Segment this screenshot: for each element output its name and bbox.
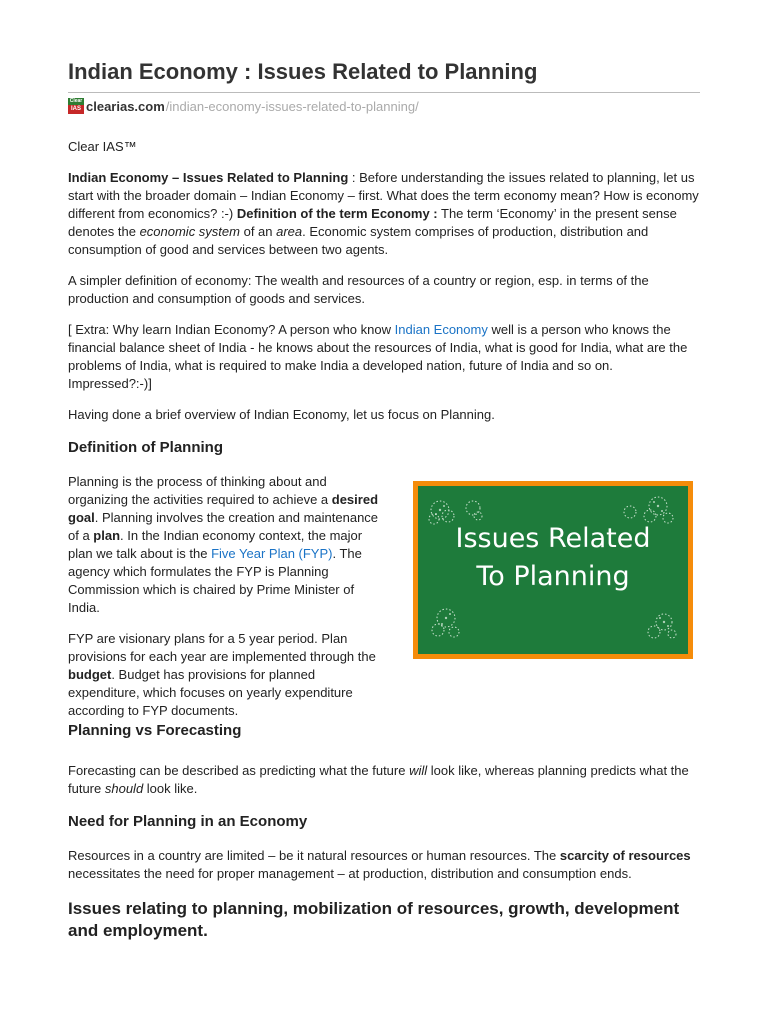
board-title-line-2: To Planning bbox=[476, 561, 630, 592]
definition-section bbox=[68, 473, 700, 716]
planning-vs-forecasting-heading: Planning vs Forecasting bbox=[68, 722, 242, 739]
clearias-logo bbox=[68, 98, 84, 114]
fyp-bold-budget: budget bbox=[68, 667, 112, 682]
issues-related-to-planning-image bbox=[413, 481, 693, 659]
board-title-line-1: Issues Related bbox=[455, 523, 651, 554]
definition-of-planning-heading: Definition of Planning bbox=[68, 439, 223, 456]
intro-paragraph bbox=[68, 169, 700, 259]
brand-line: Clear IAS™ bbox=[68, 139, 137, 154]
def-bold-plan: plan bbox=[93, 528, 121, 543]
source-line bbox=[68, 98, 700, 114]
fyp-text-1: FYP are visionary plans for a 5 year period. Plan provisions for each year are implemented through the bbox=[68, 631, 376, 664]
page-title: Indian Economy : Issues Related to Planning bbox=[68, 58, 700, 93]
need-paragraph bbox=[68, 847, 700, 883]
planning-definition-paragraph bbox=[68, 473, 386, 617]
def-text-2: . Planning involves the creation and maintenance of a bbox=[68, 510, 379, 543]
need-for-planning-heading: Need for Planning in an Economy bbox=[68, 813, 308, 830]
forecast-text-2: look like, whereas planning predicts what the future bbox=[68, 763, 689, 796]
def-bold-goal: desired goal bbox=[68, 492, 379, 525]
logo-top-text: Clear bbox=[69, 98, 83, 104]
def-text-3: . In the Indian economy context, the major plan we talk about is the bbox=[68, 528, 363, 561]
indian-economy-link[interactable]: Indian Economy bbox=[394, 322, 488, 337]
fyp-text-2: . Budget has provisions for planned expenditure, which focuses on yearly expenditure according to FYP documents. bbox=[68, 667, 353, 718]
need-text-2: necessitates the need for proper management – at production, distribution and consumption ends. bbox=[68, 866, 632, 881]
extra-text-1: [ Extra: Why learn Indian Economy? A person who know bbox=[68, 322, 395, 337]
intro-text-4: . Economic system comprises of production, distribution and consumption of good and services between two agents. bbox=[68, 224, 649, 257]
extra-text-2: well is a person who knows the financial balance sheet of India - he knows about the resources of India, what is good for India, what are the problems of India, what is required to make India a developed nation, future of India and so on. Impressed?:-)] bbox=[68, 322, 688, 391]
fyp-paragraph bbox=[68, 630, 386, 720]
forecast-italic-will: will bbox=[409, 763, 428, 778]
intro-bold-title: Indian Economy – Issues Related to Planning bbox=[68, 170, 349, 185]
document-page bbox=[68, 58, 700, 942]
forecast-text-3: look like. bbox=[143, 781, 198, 796]
source-path[interactable]: /indian-economy-issues-related-to-planning/ bbox=[165, 98, 419, 114]
source-domain[interactable]: clearias.com bbox=[86, 98, 165, 114]
extra-paragraph bbox=[68, 321, 700, 393]
definition-text-column bbox=[68, 473, 386, 720]
economy-definition-label: Definition of the term Economy : bbox=[236, 206, 438, 221]
five-year-plan-link[interactable]: Five Year Plan (FYP) bbox=[211, 546, 333, 561]
intro-text-3: of an bbox=[239, 224, 277, 239]
intro-italic-2: area bbox=[276, 224, 303, 239]
intro-text-1: : Before understanding the issues related to planning, let us start with the broader domain – Indian Economy – first. What does the term economy mean? How is economy different from economics? :-) bbox=[68, 170, 699, 221]
forecast-text-1: Forecasting can be described as predicting what the future bbox=[68, 763, 410, 778]
need-bold-scarcity: scarcity of resources bbox=[559, 848, 691, 863]
need-text-1: Resources in a country are limited – be it natural resources or human resources. The bbox=[68, 848, 560, 863]
forecasting-paragraph bbox=[68, 762, 700, 798]
overview-paragraph: Having done a brief overview of Indian Economy, let us focus on Planning. bbox=[68, 407, 495, 422]
def-text-4: . The agency which formulates the FYP is Planning Commission which is chaired by Prime Minister of India. bbox=[68, 546, 362, 615]
simpler-definition-paragraph: A simpler definition of economy: The wealth and resources of a country or region, esp. in terms of the production and consumption of goods and services. bbox=[68, 273, 649, 306]
def-text-1: Planning is the process of thinking about and organizing the activities required to achieve a bbox=[68, 474, 332, 507]
issues-relating-heading: Issues relating to planning, mobilization of resources, growth, development and employment. bbox=[68, 899, 680, 940]
logo-bottom-text: IAS bbox=[68, 105, 84, 114]
intro-italic-1: economic system bbox=[139, 224, 240, 239]
intro-text-2: The term ‘Economy’ in the present sense denotes the bbox=[68, 206, 677, 239]
forecast-italic-should: should bbox=[104, 781, 144, 796]
